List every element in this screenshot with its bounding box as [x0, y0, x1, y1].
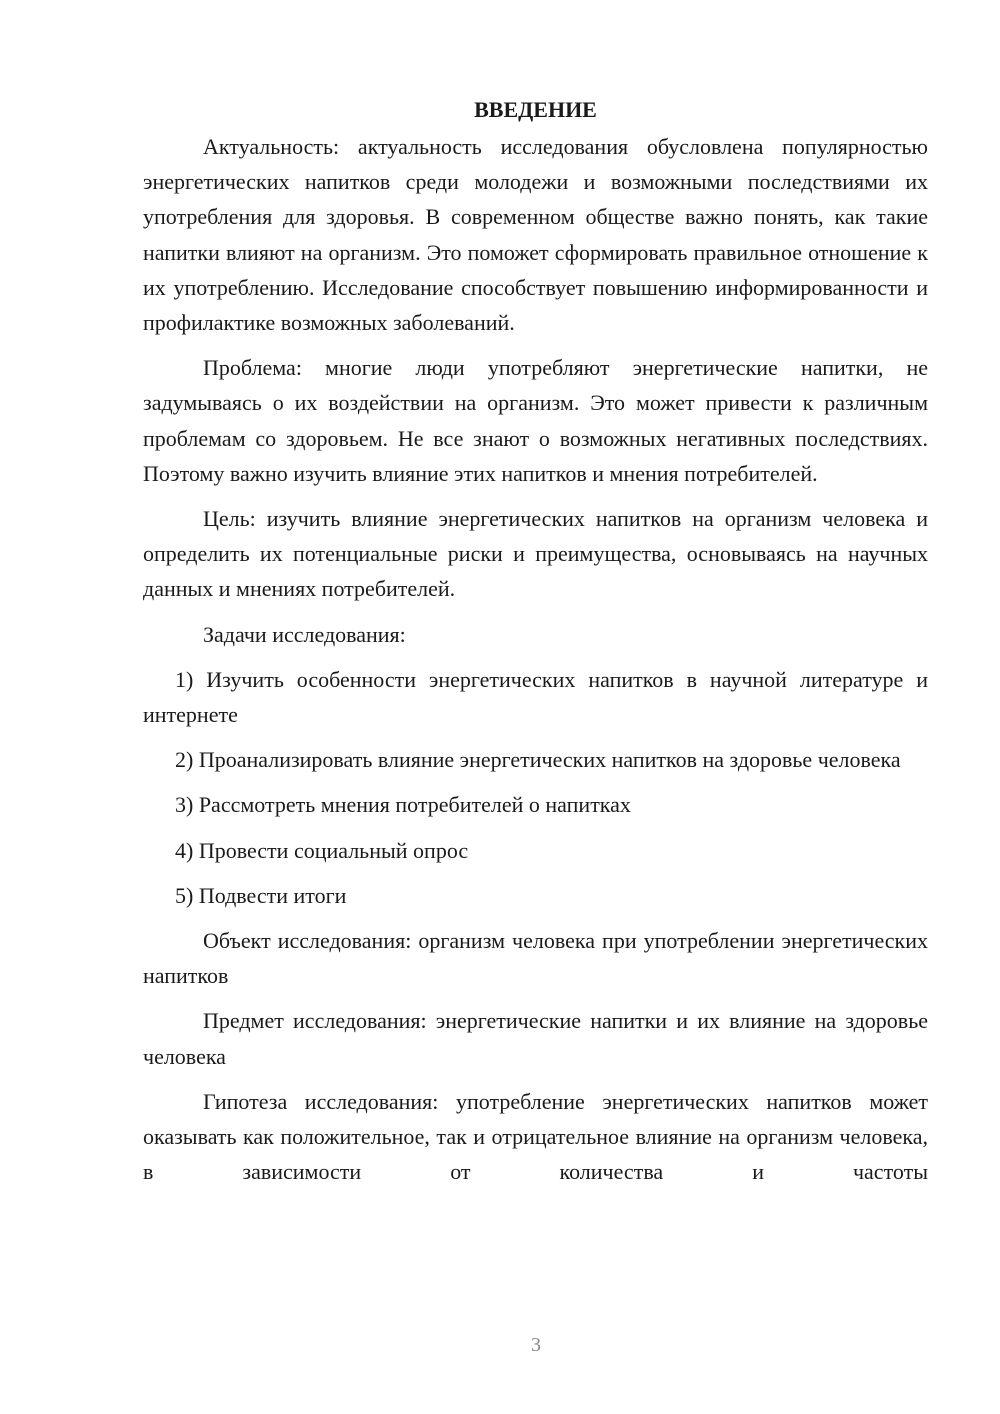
task-item-2: 2) Проанализировать влияние энергетических напитков на здоровье человека	[175, 747, 901, 773]
page-content	[143, 92, 928, 1199]
section-title: ВВЕДЕНИЕ	[474, 97, 597, 122]
paragraph-relevance: Актуальность: актуальность исследования обусловлена популярностью энергетических напитков среди молодежи и возможными последствиями их употребления для здоровья. В современном обществе важно понять, как такие напитки влияют на организм. Это поможет сформировать правильное отношение к их употреблению. Исследование способствует повышению информированности и профилактике возможных заболеваний.	[143, 134, 928, 336]
task-item-3: 3) Рассмотреть мнения потребителей о напитках	[175, 792, 631, 818]
tasks-heading: Задачи исследования:	[203, 621, 406, 647]
paragraph-object: Объект исследования: организм человека при употреблении энергетических напитков	[143, 928, 928, 989]
paragraph-goal: Цель: изучить влияние энергетических напитков на организм человека и определить их потенциальные риски и преимущества, основываясь на научных данных и мнениях потребителей.	[143, 506, 928, 602]
paragraph-hypothesis: Гипотеза исследования: употребление энергетических напитков может оказывать как положительное, так и отрицательное влияние на организм человека, в зависимости от количества и частоты	[143, 1088, 928, 1185]
paragraph-subject: Предмет исследования: энергетические напитки и их влияние на здоровье человека	[143, 1008, 928, 1069]
task-item-1: 1) Изучить особенности энергетических напитков в научной литературе и интернете	[143, 666, 928, 728]
page-number: 3	[531, 1334, 541, 1356]
task-item-4: 4) Провести социальный опрос	[175, 837, 469, 863]
task-item-5: 5) Подвести итоги	[175, 882, 347, 908]
paragraph-problem: Проблема: многие люди употребляют энергетические напитки, не задумываясь о их воздействии на организм. Это может привести к различным проблемам со здоровьем. Не все знают о возможных негативных последствиях. Поэтому важно изучить влияние этих напитков и мнения потребителей.	[143, 355, 928, 486]
